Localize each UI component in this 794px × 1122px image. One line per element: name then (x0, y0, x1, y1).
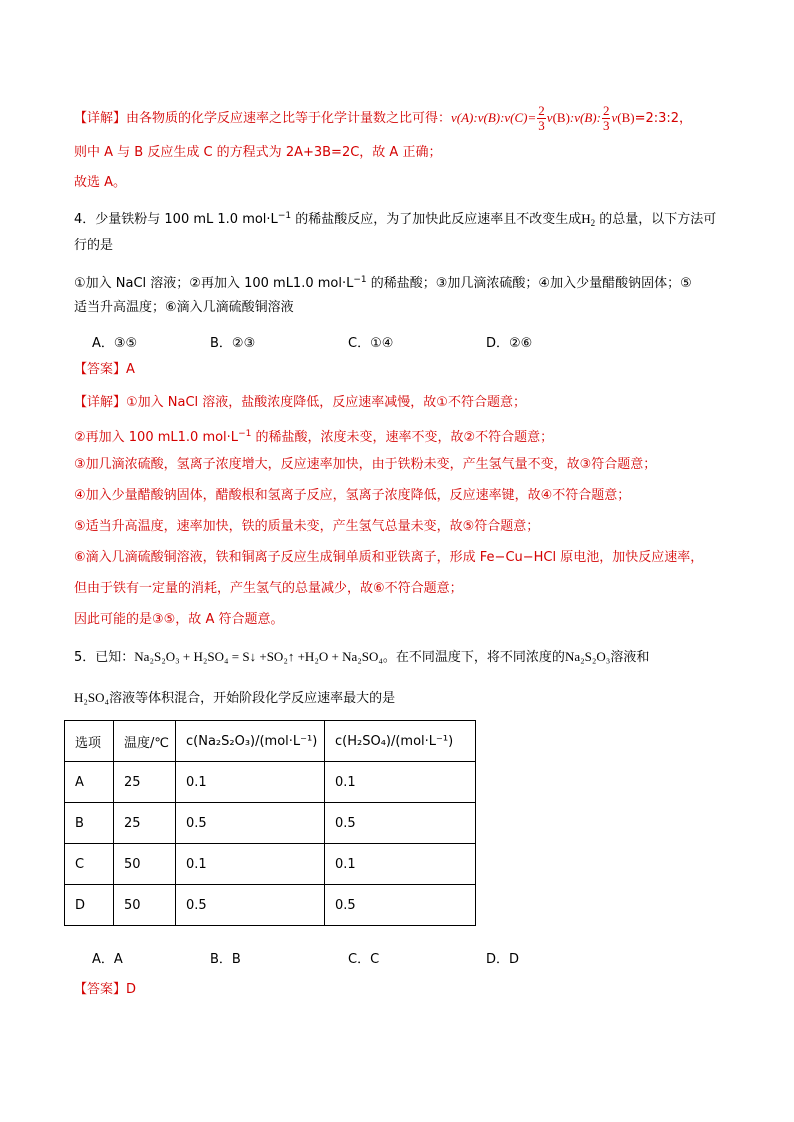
q4-answer: 【答案】A (74, 362, 135, 377)
table-row (65, 803, 476, 844)
table-cell: 0.5 (325, 803, 476, 844)
q5-table (64, 720, 476, 926)
q4-detail2-head: ②再加入 100 mL1.0 mol·L (74, 430, 239, 445)
q4-detail2-tail: 的稀盐酸，浓度未变，速率不变，故②不符合题意； (251, 430, 554, 445)
q3-ratio-lhs: v(A):v(B):v(C)= (451, 110, 537, 125)
table-cell: D (65, 885, 114, 926)
q3-detail-prefix: 【详解】由各物质的化学反应速率之比等于化学计量数之比可得： (74, 111, 452, 126)
table-cell: 0.1 (325, 844, 476, 885)
table-row (65, 885, 476, 926)
q3-sep-vb: :v(B): (569, 110, 601, 125)
table-header-cell: c(Na₂S₂O₃)/(mol·L⁻¹) (176, 721, 325, 762)
q4-options-part-b: 的稀盐酸；③加几滴浓硫酸；④加入少量醋酸钠固体；⑤ (366, 276, 692, 291)
table-row (65, 762, 476, 803)
q4-choice-a[interactable]: A．③⑤ (92, 336, 138, 351)
q3-fraction-2 (602, 104, 611, 133)
fraction-numerator: 2 (602, 103, 610, 118)
q5-stem-mid: 。在不同温度下，将不同浓度的 (382, 650, 565, 665)
table-header-cell: 温度/℃ (114, 721, 176, 762)
table-cell: 0.1 (176, 844, 325, 885)
q5-stem-line2-text: 溶液等体积混合，开始阶段化学反应速率最大的是 (109, 691, 396, 706)
q5-choice-b[interactable]: B．B (210, 952, 241, 967)
fraction-numerator: 2 (538, 103, 545, 118)
q4-options-line2: 适当升高温度；⑥滴入几滴硫酸铜溶液 (74, 300, 294, 315)
table-header-row (65, 721, 476, 762)
q5-reagent1: Na₂S₂O₃ (564, 649, 611, 664)
q4-options-part-a: ①加入 NaCl 溶液；②再加入 100 mL1.0 mol·L (74, 276, 354, 291)
q5-stem-end: 溶液和 (610, 650, 650, 665)
q5-stem-line1 (74, 647, 649, 668)
q4-stem-part-a: 4．少量铁粉与 100 mL 1.0 mol·L (74, 212, 278, 227)
table-row (65, 844, 476, 885)
table-cell: 25 (114, 803, 176, 844)
table-cell: 0.5 (176, 803, 325, 844)
table-cell: 25 (114, 762, 176, 803)
q4-options-unit-exponent: −1 (353, 275, 367, 285)
fraction-denominator: 3 (538, 118, 545, 133)
table-cell: C (65, 844, 114, 885)
q5-answer: 【答案】D (74, 982, 137, 997)
table-cell: 0.5 (325, 885, 476, 926)
q4-detail-line5: ⑤适当升高温度，速率加快，铁的质量未变，产生氢气总量未变，故⑤符合题意； (74, 519, 540, 534)
table-cell: 0.1 (176, 762, 325, 803)
q5-choice-c[interactable]: C．C (348, 952, 380, 967)
table-header-cell: 选项 (65, 721, 114, 762)
q5-reagent2: H₂SO₄ (74, 690, 110, 705)
table-cell: A (65, 762, 114, 803)
q5-stem-prefix: 5．已知： (74, 650, 135, 665)
q4-detail-line4: ④加入少量醋酸钠固体，醋酸根和氢离子反应，氢离子浓度降低，反应速率键，故④不符合题意； (74, 488, 631, 503)
table-cell: 50 (114, 885, 176, 926)
q4-detail-line6: ⑥滴入几滴硫酸铜溶液，铁和铜离子反应生成铜单质和亚铁离子，形成 Fe−Cu−HCl 原电池，加快反应速率， (74, 550, 704, 565)
q3-detail-line1 (74, 104, 692, 133)
q3-conclusion: 故选 A。 (74, 175, 127, 190)
q5-choice-d[interactable]: D．D (486, 952, 520, 967)
q5-stem-line2 (74, 688, 395, 709)
q3-vb-2: v (611, 110, 618, 125)
q3-b-paren-1: (B) (552, 110, 570, 125)
h2-symbol: H (581, 211, 591, 226)
table-cell: B (65, 803, 114, 844)
q3-detail-line2: 则中 A 与 B 反应生成 C 的方程式为 2A+3B=2C，故 A 正确； (74, 145, 442, 160)
q4-detail2-exponent: −1 (238, 429, 252, 439)
q4-choice-d[interactable]: D．②⑥ (486, 336, 533, 351)
q4-stem-part-c: 的总量，以下方法可 (595, 212, 717, 227)
q3-fraction-1 (537, 104, 546, 133)
table-cell: 0.5 (176, 885, 325, 926)
table-cell: 50 (114, 844, 176, 885)
q4-choice-c[interactable]: C．①④ (348, 336, 394, 351)
table-header-cell: c(H₂SO₄)/(mol·L⁻¹) (325, 721, 476, 762)
q4-detail-line2 (74, 424, 553, 448)
q5-choice-a[interactable]: A．A (92, 952, 123, 967)
q3-vb-1: v (546, 110, 553, 125)
q4-stem-line2: 行的是 (74, 238, 114, 253)
q3-b-paren-2: (B) (617, 110, 635, 125)
q4-detail-line8: 因此可能的是③⑤，故 A 符合题意。 (74, 612, 284, 627)
h2-subscript: 2 (590, 218, 596, 228)
q4-detail-line1: 【详解】①加入 NaCl 溶液，盐酸浓度降低，反应速率减慢，故①不符合题意； (74, 395, 526, 410)
q4-stem-line1 (74, 206, 716, 233)
table-cell: 0.1 (325, 762, 476, 803)
q4-stem-part-b: 的稀盐酸反应，为了加快此反应速率且不改变生成 (291, 212, 582, 227)
q4-stem-unit-exponent: −1 (277, 211, 292, 221)
q4-choice-b[interactable]: B．②③ (210, 336, 256, 351)
q4-options-line1 (74, 270, 692, 294)
q4-detail-line7: 但由于铁有一定量的消耗，产生氢气的总量减少，故⑥不符合题意； (74, 581, 463, 596)
fraction-denominator: 3 (602, 118, 610, 133)
q3-ratio-result: =2:3:2， (634, 111, 693, 126)
q4-h2 (581, 211, 595, 226)
q4-detail-line3: ③加几滴浓硫酸，氢离子浓度增大，反应速率加快，由于铁粉未变，产生氢气量不变，故③符合题意； (74, 457, 657, 472)
q5-equation: Na₂S₂O₃ + H₂SO₄ = S↓ +SO₂↑ +H₂O + Na₂SO₄ (134, 649, 383, 664)
